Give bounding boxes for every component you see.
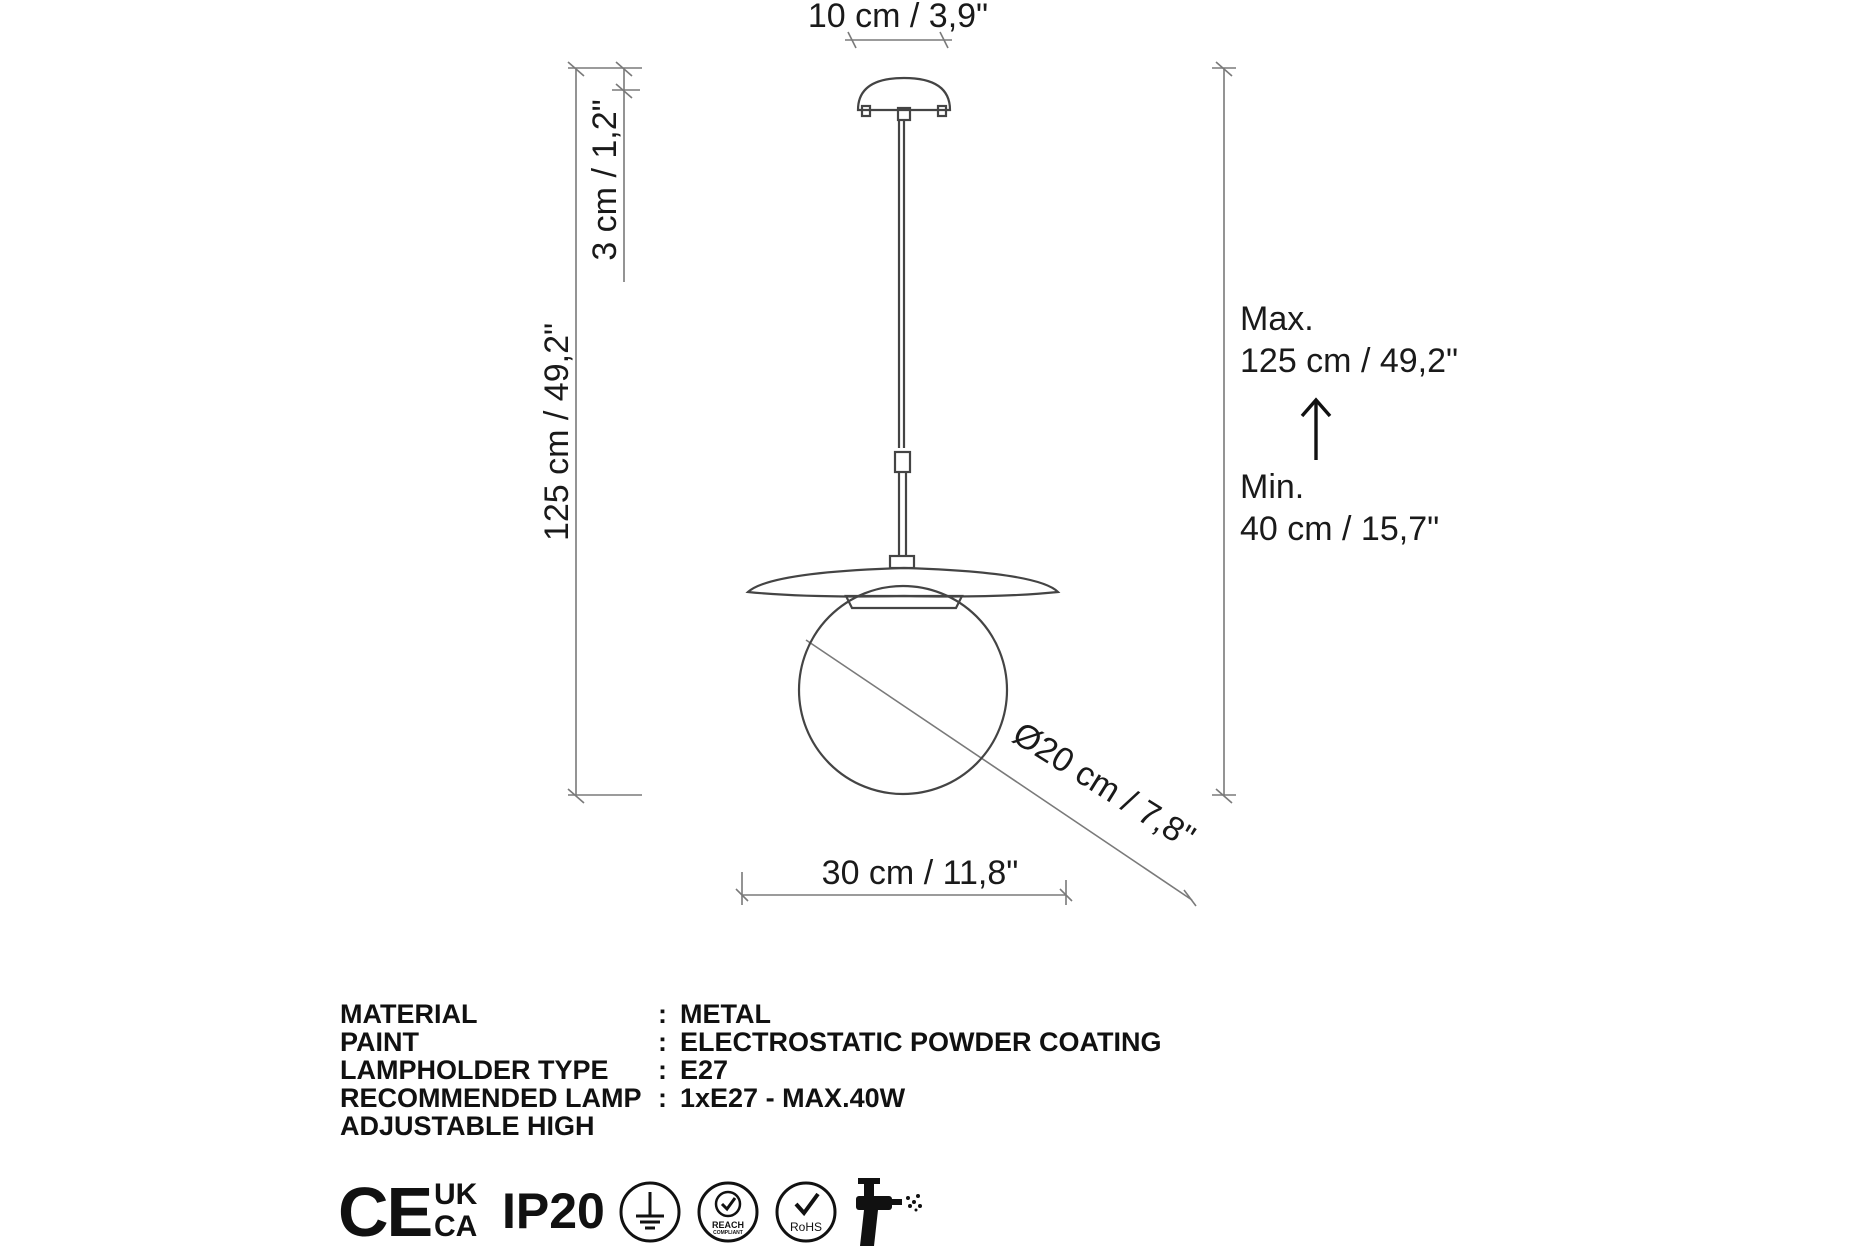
max-label: Max.	[1240, 300, 1314, 338]
rohs-check-icon: RoHS	[774, 1180, 838, 1244]
spec-table	[340, 1000, 1161, 1140]
ce-mark-icon: CE	[338, 1173, 432, 1251]
spec-row	[340, 1112, 1161, 1140]
spec-key: LAMPHOLDER TYPE	[340, 1055, 609, 1085]
spec-value: METAL	[680, 999, 771, 1029]
spec-separator: :	[658, 999, 667, 1029]
spec-value: ELECTROSTATIC POWDER COATING	[680, 1027, 1162, 1057]
spec-row	[340, 1056, 1161, 1084]
spec-key: MATERIAL	[340, 999, 478, 1029]
total-height-label: 125 cm / 49,2"	[538, 322, 576, 542]
spec-value: E27	[680, 1055, 729, 1085]
spec-separator: :	[658, 1083, 667, 1113]
shade-width-label: 30 cm / 11,8"	[821, 854, 1019, 892]
spec-row	[340, 1000, 1161, 1028]
lamp-holder	[890, 556, 914, 568]
spec-row	[340, 1028, 1161, 1056]
canopy	[858, 78, 950, 110]
spec-row	[340, 1084, 1161, 1112]
spec-key: RECOMMENDED LAMP	[340, 1083, 642, 1113]
spray-gun-icon	[850, 1174, 926, 1250]
ip-rating: IP20	[502, 1183, 605, 1239]
glass-globe	[799, 586, 1007, 794]
spec-separator: :	[658, 1027, 667, 1057]
shade-disc	[748, 568, 1058, 597]
spec-separator: :	[658, 1055, 667, 1085]
rod-connector	[895, 452, 910, 472]
spec-key: ADJUSTABLE HIGH	[340, 1111, 595, 1141]
max-value: 125 cm / 49,2"	[1240, 342, 1459, 380]
reach-check-icon: REACH COMPLIANT	[696, 1180, 760, 1244]
earth-ground-icon	[618, 1180, 682, 1244]
lamp-illustration	[748, 78, 1058, 794]
min-value: 40 cm / 15,7"	[1240, 510, 1440, 548]
globe-diameter-label: Ø20 cm / 7,8"	[1006, 714, 1202, 857]
canopy-height-label: 3 cm / 1,2"	[586, 99, 624, 261]
spec-key: PAINT	[340, 1027, 419, 1057]
canopy-width-label: 10 cm / 3,9"	[807, 0, 989, 35]
min-label: Min.	[1240, 468, 1305, 506]
spec-value: 1xE27 - MAX.40W	[680, 1083, 906, 1113]
ukca-mark-icon: UK CA	[434, 1178, 478, 1243]
up-arrow-icon	[1302, 400, 1330, 460]
